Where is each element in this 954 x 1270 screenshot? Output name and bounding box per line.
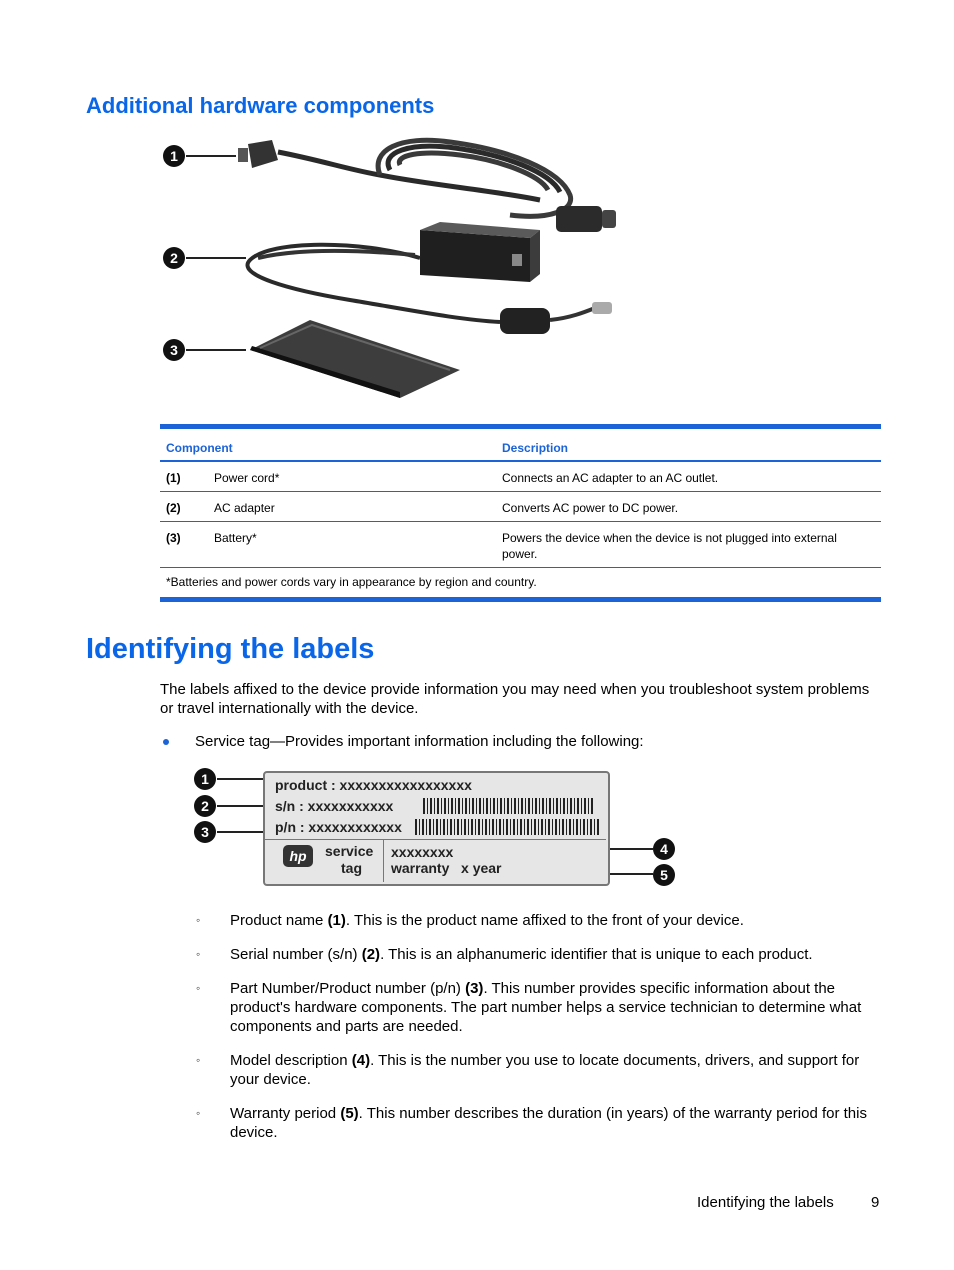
tag-text: tag	[341, 860, 362, 876]
table-row	[160, 522, 881, 568]
part-barcode	[415, 819, 601, 835]
subitem-ref: (1)	[327, 912, 346, 929]
subitem-ref: (4)	[351, 1052, 371, 1069]
ac-adapter-image	[248, 222, 612, 334]
callout-3: 3	[163, 339, 185, 361]
model-text: xxxxxxxx	[391, 844, 454, 860]
footer-label: Identifying the labels	[697, 1194, 834, 1211]
serial-barcode	[423, 798, 595, 814]
row-component: Battery*	[214, 531, 257, 545]
sub-bullet-icon: ◦	[196, 1106, 201, 1120]
subitem-model-description	[230, 1051, 882, 1089]
chapter-title: Identifying the labels	[86, 633, 375, 665]
subitem-text: Warranty period	[230, 1105, 341, 1122]
subitem-text: . This is an alphanumeric identifier that is unique to each product.	[380, 946, 813, 963]
service-tag-label	[263, 771, 610, 886]
subitem-ref: (2)	[361, 946, 381, 963]
service-text: service	[325, 843, 374, 859]
subitem-serial-number	[230, 945, 882, 964]
serial-line: s/n : xxxxxxxxxxx	[275, 798, 394, 814]
subitem-text: Part Number/Product number (p/n)	[230, 980, 466, 997]
subitem-text: Model description	[230, 1052, 352, 1069]
row-component: AC adapter	[214, 501, 275, 515]
part-line: p/n : xxxxxxxxxxxx	[275, 819, 402, 835]
callout-4: 4	[653, 838, 675, 860]
row-number: (2)	[166, 501, 181, 515]
row-description: Powers the device when the device is not plugged into external power.	[502, 531, 837, 561]
row-component: Power cord*	[214, 471, 280, 485]
hp-logo: hp	[283, 845, 313, 867]
header-description: Description	[502, 441, 569, 455]
callout-1: 1	[163, 145, 185, 167]
subitem-text: Serial number (s/n)	[230, 946, 362, 963]
subitem-warranty-period	[230, 1104, 882, 1142]
row-number: (3)	[166, 531, 181, 545]
subitem-text: Product name	[230, 912, 328, 929]
intro-paragraph: The labels affixed to the device provide information you may need when you troubleshoot system problems or travel internationally with the device.	[160, 681, 870, 717]
bullet-service-tag: Service tag—Provides important information including the following:	[195, 733, 644, 750]
hardware-illustration	[230, 130, 650, 400]
sub-bullet-icon: ◦	[196, 1053, 201, 1067]
table-header	[160, 429, 881, 462]
table-footnote: *Batteries and power cords vary in appearance by region and country.	[166, 575, 537, 589]
page-number: 9	[871, 1194, 880, 1211]
bullet-icon	[163, 739, 169, 745]
row-description: Connects an AC adapter to an AC outlet.	[502, 471, 719, 485]
subitem-product-name	[230, 911, 882, 930]
callout-2: 2	[163, 247, 185, 269]
section-title: Additional hardware components	[86, 93, 435, 118]
row-number: (1)	[166, 471, 181, 485]
callout-5: 5	[653, 864, 675, 886]
component-table	[160, 424, 881, 602]
callout-2: 2	[194, 795, 216, 817]
sub-bullet-icon: ◦	[196, 981, 201, 995]
subitem-part-number	[230, 979, 882, 1036]
header-component: Component	[166, 441, 233, 455]
product-line: product : xxxxxxxxxxxxxxxxx	[275, 777, 472, 793]
subitem-text: . This is the number you use to locate documents, drivers, and support for your device.	[230, 1052, 860, 1088]
callout-1: 1	[194, 768, 216, 790]
row-description: Converts AC power to DC power.	[502, 501, 679, 515]
label-divider	[383, 839, 384, 882]
warranty-text: warranty x year	[391, 860, 502, 876]
table-footnote-row	[160, 568, 881, 597]
subitem-text: . This number provides specific information about the product's hardware components. The part number helps a service technician to determine what components and parts are needed.	[230, 980, 862, 1035]
subitem-ref: (5)	[340, 1105, 359, 1122]
table-row	[160, 492, 881, 522]
battery-image	[250, 320, 460, 398]
label-divider	[265, 839, 606, 840]
power-cord-image	[238, 140, 616, 232]
sub-bullet-icon: ◦	[196, 947, 201, 961]
subitem-ref: (3)	[465, 980, 484, 997]
table-row	[160, 462, 881, 492]
subitem-text: . This number describes the duration (in years) of the warranty period for this device.	[230, 1105, 867, 1141]
subitem-text: . This is the product name affixed to the front of your device.	[345, 912, 744, 929]
sub-bullet-icon: ◦	[196, 913, 201, 927]
callout-3: 3	[194, 821, 216, 843]
callout-leader	[186, 155, 236, 157]
